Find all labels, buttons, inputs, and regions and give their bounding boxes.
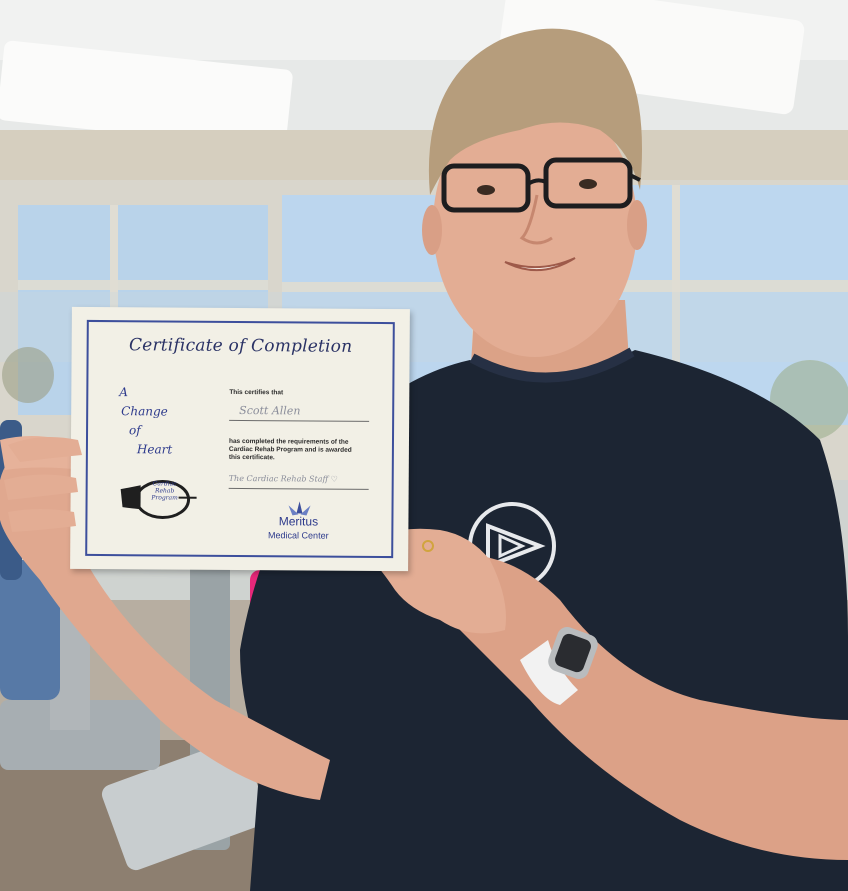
completion-text: this certificate. xyxy=(228,453,275,462)
certificate xyxy=(70,307,410,571)
slogan-line: Heart xyxy=(136,442,173,457)
slogan-line: Change xyxy=(121,404,168,419)
issuer-name: Meritus xyxy=(278,514,319,529)
certificate-title: Certificate of Completion xyxy=(128,335,353,357)
cardiac-rehab-logo-text: Cardiac Rehab Program xyxy=(151,480,178,502)
completion-text: Cardiac Rehab Program and is awarded xyxy=(228,445,352,454)
signature: The Cardiac Rehab Staff ♡ xyxy=(228,473,338,484)
program-slogan xyxy=(119,383,190,459)
slogan-line: A xyxy=(119,385,129,400)
completion-statement xyxy=(229,438,369,463)
slogan-line: of xyxy=(129,423,141,438)
recipient-name: Scott Allen xyxy=(239,403,301,418)
issuer-subtitle: Medical Center xyxy=(268,530,329,541)
certifies-line: This certifies that xyxy=(229,388,284,397)
completion-text: has completed the requirements of the xyxy=(228,437,349,446)
